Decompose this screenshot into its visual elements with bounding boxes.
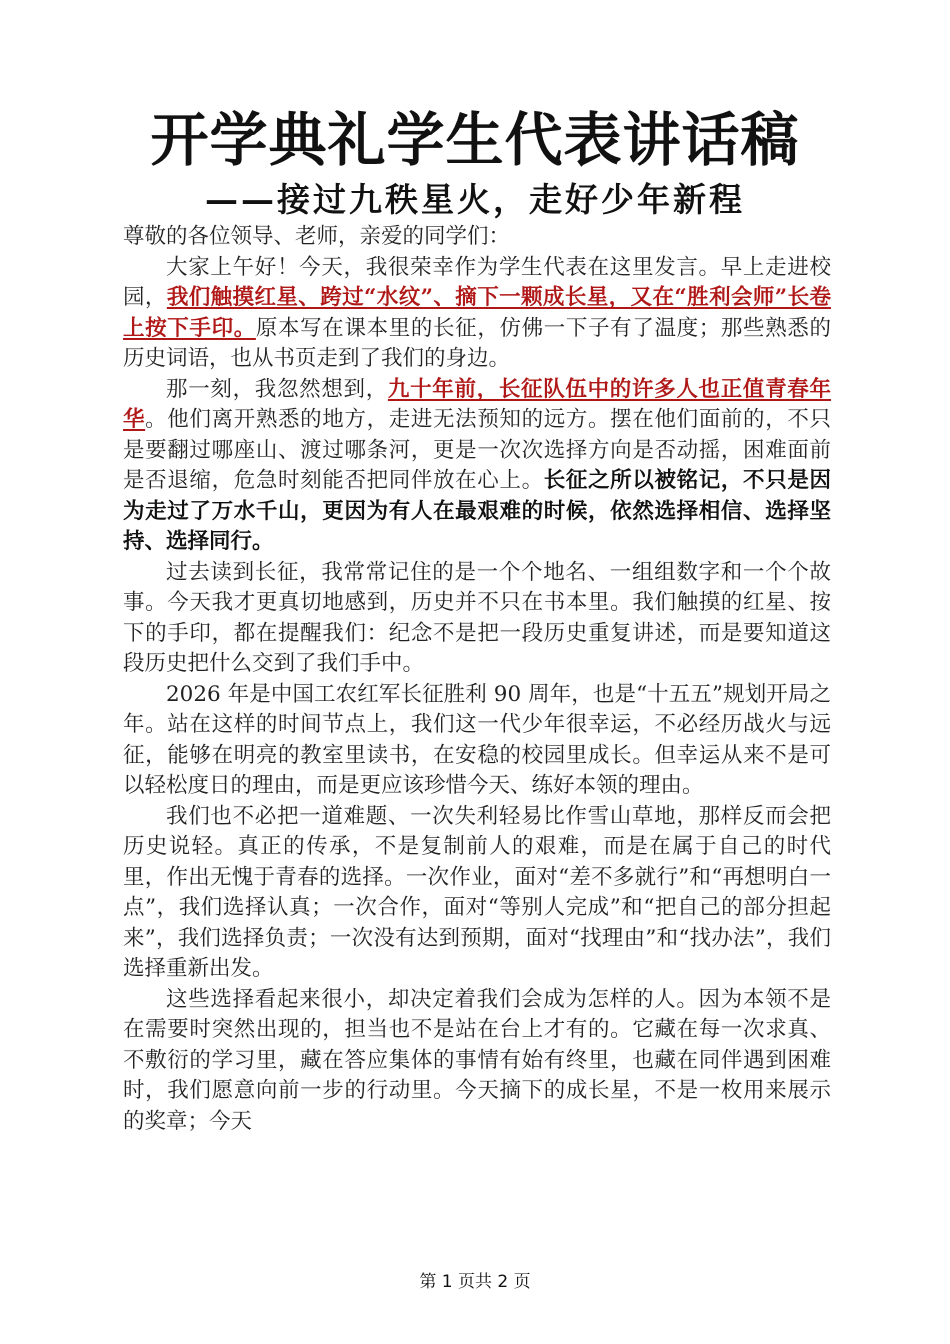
speech-body bbox=[123, 222, 831, 1137]
paragraph-1-text-b: 原本写在课本里的长征，仿佛一下子有了温度；那些熟悉的历史词语，也从书页走到了我们的身边。 bbox=[123, 315, 831, 371]
page-title: 开学典礼学生代表讲话稿 bbox=[150, 106, 800, 174]
paragraph-6: 这些选择看起来很小，却决定着我们会成为怎样的人。因为本领不是在需要时突然出现的，担当也不是站在台上才有的。它藏在每一次求真、不敷衍的学习里，藏在答应集体的事情有始有终里，也藏在同伴遇到困难时，我们愿意向前一步的行动里。今天摘下的成长星，不是一枚用来展示的奖章；今天 bbox=[123, 986, 831, 1134]
page-indicator: 第 1 页共 2 页 bbox=[419, 1272, 531, 1292]
paragraph-2-text-b: 。他们离开熟悉的地方，走进无法预知的远方。摆在他们面前的，不只是要翻过哪座山、渡过哪条河，更是一次次选择方向是否动摇，困难面前是否退缩，危急时刻能否把同伴放在心上。 bbox=[123, 407, 831, 493]
paragraph-3: 过去读到长征，我常常记住的是一个个地名、一组组数字和一个个故事。今天我才更真切地感到，历史并不只在书本里。我们触摸的红星、按下的手印，都在提醒我们：纪念不是把一段历史重复讲述，而是要知道这段历史把什么交到了我们手中。 bbox=[123, 559, 831, 676]
paragraph-2 bbox=[123, 375, 831, 558]
paragraph-4: 2026 年是中国工农红军长征胜利 90 周年，也是“十五五”规划开局之年。站在这样的时间节点上，我们这一代少年很幸运，不必经历战火与远征，能够在明亮的教室里读书，在安稳的校园里成长。但幸运从来不是可以轻松度日的理由，而是更应该珍惜今天、练好本领的理由。 bbox=[123, 681, 831, 798]
paragraph-1-text-a: 大家上午好！今天，我很荣幸作为学生代表在这里发言。早上走进校园， bbox=[123, 254, 831, 310]
paragraph-1-highlight: 我们触摸红星、跨过“水纹”、摘下一颗成长星，又在“胜利会师”长卷上按下手印。 bbox=[123, 285, 831, 341]
paragraph-2-highlight: 九十年前，长征队伍中的许多人也正值青春年华 bbox=[123, 376, 831, 432]
paragraph-1 bbox=[123, 253, 831, 375]
paragraph-5: 我们也不必把一道难题、一次失利轻易比作雪山草地，那样反而会把历史说轻。真正的传承，不是复制前人的艰难，而是在属于自己的时代里，作出无愧于青春的选择。一次作业，面对“差不多就行”和“再想明白一点”，我们选择认真；一次合作，面对“等别人完成”和“把自己的部分担起来”，我们选择负责；一次没有达到预期，面对“找理由”和“找办法”，我们选择重新出发。 bbox=[123, 803, 831, 981]
paragraph-2-bold: 长征之所以被铭记，不只是因为走过了万水千山，更因为有人在最艰难的时候，依然选择相信、选择坚持、选择同行。 bbox=[123, 468, 831, 554]
paragraph-2-text-a: 那一刻，我忽然想到， bbox=[166, 376, 388, 402]
page-subtitle: ——接过九秩星火，走好少年新程 bbox=[205, 180, 745, 219]
salutation: 尊敬的各位领导、老师，亲爱的同学们： bbox=[123, 224, 511, 249]
